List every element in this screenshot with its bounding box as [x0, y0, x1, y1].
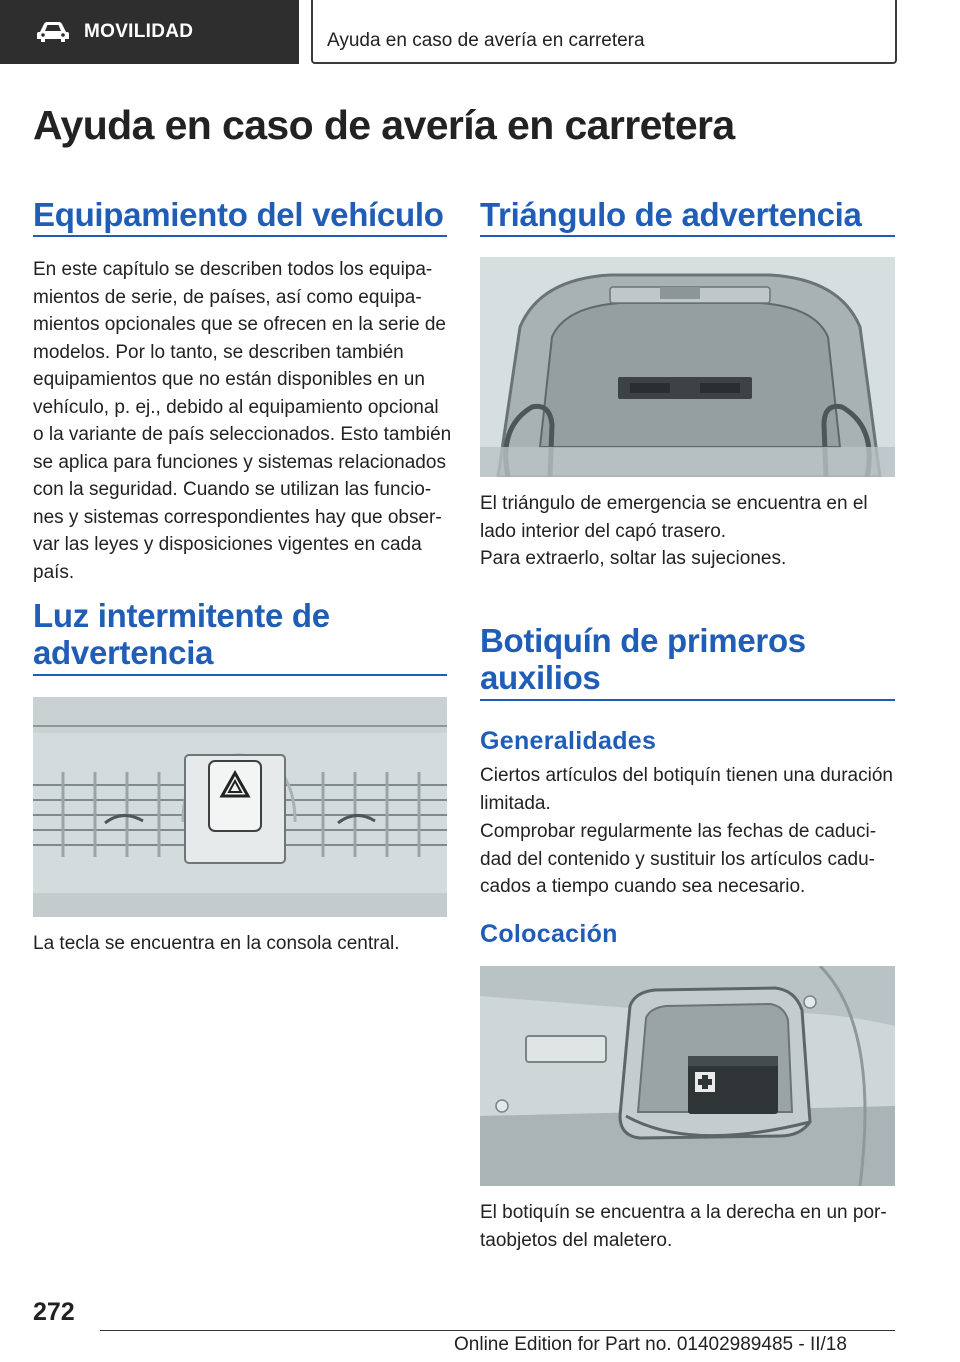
heading-rule: [33, 674, 447, 676]
equipment-heading: Equipamiento del vehículo: [33, 196, 444, 233]
page-title: Ayuda en caso de avería en carretera: [33, 102, 735, 148]
check-text: Comprobar regularmente las fechas de caduci‐ dad del contenido y sustituir los artículos cadu‐ cados a tiempo cuando sea necesario.: [480, 821, 877, 897]
car-icon: [36, 20, 70, 44]
triangle-extract-text: Para extraerlo, soltar las sujeciones.: [480, 548, 787, 569]
first-aid-heading: Botiquín de primeros auxilios: [480, 622, 806, 696]
placement-text: El botiquín se encuentra a la derecha en un por‐ taobjetos del maletero.: [480, 1202, 887, 1251]
heading-rule: [480, 699, 895, 701]
hazard-caption: La tecla se encuentra en la consola central.: [33, 933, 400, 954]
triangle-text: El triángulo de emergencia se encuentra en el lado interior del capó trasero.: [480, 493, 868, 542]
chapter-tab: [0, 0, 299, 64]
heading-rule: [480, 235, 895, 237]
triangle-heading: Triángulo de advertencia: [480, 196, 862, 233]
hazard-heading: Luz intermitente de advertencia: [33, 597, 330, 671]
equipment-text: En este capítulo se describen todos los equipa‐ mientos de serie, de países, así como equipa‐ mientos opcionales que se ofrecen en la serie de modelos. Por lo tanto, se describen también equipamientos que no están disponibles en un vehículo, p. ej., debido al equipamiento opcional o la variante de país seleccionados. Esto también se aplica para funciones y sistemas relacionados con la seguridad. Cuando se utilizan las funcio‐ nes y sistemas correspondientes hay que obser‐ var las leyes y disposiciones vigentes en cada país.: [33, 259, 452, 583]
page-number: 272: [33, 1298, 75, 1326]
footer-edition: Online Edition for Part no. 01402989485 - II/18: [454, 1334, 847, 1355]
first-aid-kit-figure: [480, 966, 895, 1186]
hazard-button-figure: [33, 697, 447, 917]
chapter-label: MOVILIDAD: [84, 21, 194, 42]
footer-rule: [100, 1330, 895, 1331]
heading-rule: [33, 235, 447, 237]
section-tab: [311, 0, 897, 64]
general-text: Ciertos artículos del botiquín tienen una duración limitada.: [480, 765, 893, 814]
section-label: Ayuda en caso de avería en carretera: [327, 30, 645, 51]
general-heading: Generalidades: [480, 727, 657, 755]
warning-triangle-figure: [480, 257, 895, 477]
placement-heading: Colocación: [480, 920, 618, 948]
